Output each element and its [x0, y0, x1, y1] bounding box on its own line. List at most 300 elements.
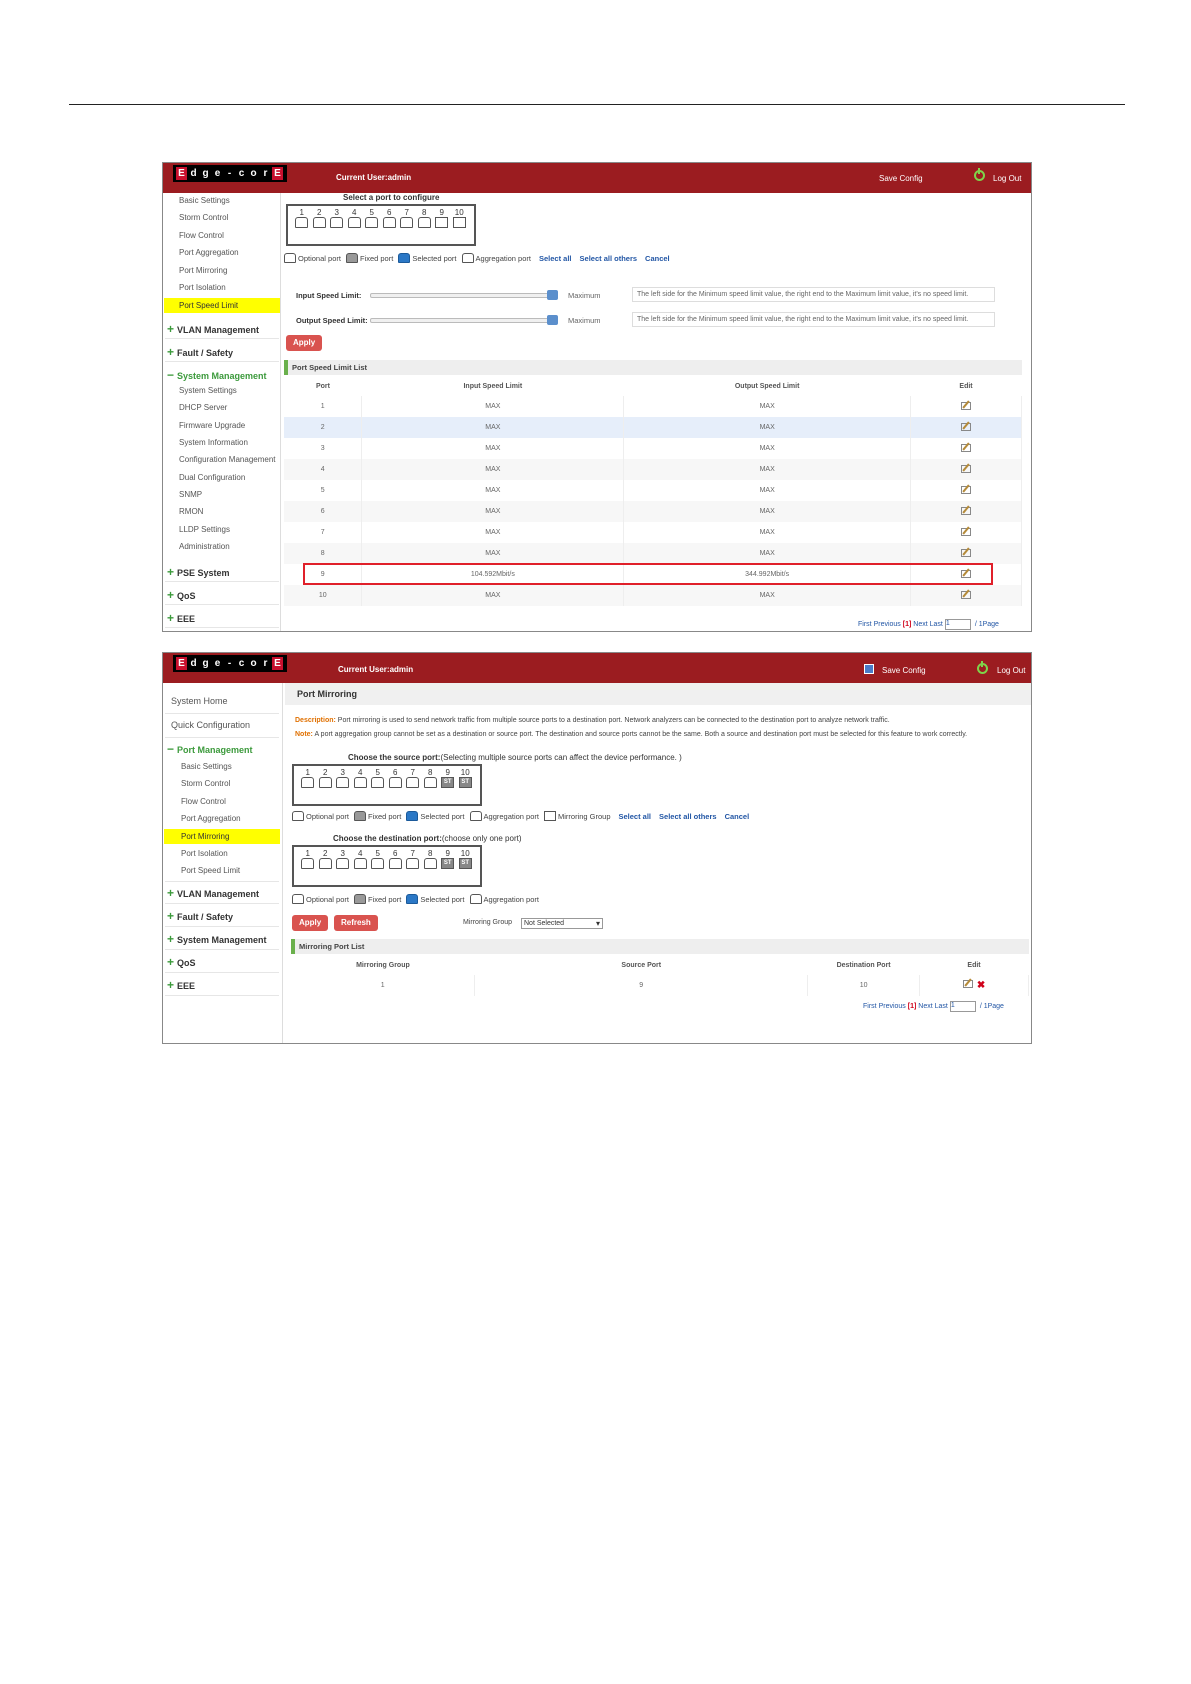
table-cell: MAX — [362, 459, 624, 480]
port-slot[interactable] — [334, 858, 352, 871]
sidebar-group-fault[interactable]: + Fault / Safety — [167, 345, 234, 359]
table-row — [291, 975, 1029, 996]
table-cell: 4 — [284, 459, 362, 480]
sidebar-group-qos[interactable]: + QoS — [167, 588, 196, 602]
port-slot[interactable] — [352, 858, 370, 871]
port-icon[interactable] — [424, 777, 437, 788]
edit-icon[interactable] — [961, 402, 971, 410]
edit-icon[interactable] — [961, 591, 971, 599]
divider — [165, 926, 279, 927]
port-icon[interactable] — [354, 777, 367, 788]
optional-port-icon — [292, 811, 304, 821]
divider — [165, 881, 279, 882]
column-header: Input Speed Limit — [362, 377, 624, 396]
table-cell: MAX — [624, 543, 911, 564]
sidebar-item-port-isolation[interactable]: Port Isolation — [179, 283, 226, 292]
apply-button[interactable]: Apply — [292, 915, 328, 931]
port-icon[interactable] — [389, 858, 402, 869]
sidebar-item-lldp-settings[interactable]: LLDP Settings — [179, 525, 230, 534]
divider — [165, 995, 279, 996]
total-pages: / 1Page — [974, 621, 999, 629]
port-icon[interactable] — [371, 777, 384, 788]
sidebar-group-label: Fault / Safety — [177, 348, 234, 358]
fixed-port-icon — [354, 811, 366, 821]
port-icon[interactable] — [295, 217, 308, 228]
first-page-link[interactable]: First — [858, 621, 872, 629]
sidebar-item-quick-configuration[interactable]: Quick Configuration — [171, 720, 251, 730]
sidebar-group-port-management[interactable]: − Port Management — [167, 742, 253, 756]
column-header: Destination Port — [808, 956, 920, 975]
port-number: 9 — [439, 208, 444, 217]
select-all-link[interactable]: Select all — [538, 253, 572, 263]
sidebar-group-vlan[interactable]: + VLAN Management — [167, 322, 260, 336]
port-slot[interactable] — [433, 217, 451, 230]
port-icon[interactable] — [424, 858, 437, 869]
sidebar-item-storm-control[interactable]: Storm Control — [179, 213, 229, 222]
log-out-link[interactable]: Log Out — [993, 174, 1022, 183]
page-title: Port Mirroring — [285, 683, 1031, 705]
port-number: 9 — [445, 849, 450, 858]
port-number: 3 — [340, 768, 345, 777]
table-cell: MAX — [362, 438, 624, 459]
sidebar-group-label: Port Management — [177, 745, 253, 755]
port-icon[interactable] — [371, 858, 384, 869]
port-slot[interactable] — [311, 217, 329, 230]
port-slot[interactable] — [299, 858, 317, 871]
divider — [165, 604, 279, 605]
table-cell: MAX — [624, 459, 911, 480]
table-row — [284, 501, 1022, 522]
port-number: 7 — [410, 768, 415, 777]
sidebar-item-firmware-upgrade[interactable]: Firmware Upgrade — [179, 421, 246, 430]
port-selector — [286, 204, 476, 246]
sidebar-group-vlan[interactable]: + VLAN Management — [167, 886, 260, 900]
current-page: [1] — [907, 1003, 917, 1011]
edit-cell — [911, 480, 1022, 501]
port-slot[interactable] — [404, 858, 422, 871]
edit-icon[interactable] — [961, 486, 971, 494]
aggregation-port-icon — [462, 253, 474, 263]
table-cell: MAX — [624, 522, 911, 543]
table-cell: MAX — [362, 480, 624, 501]
port-slot[interactable] — [293, 217, 311, 230]
input-speed-slider[interactable] — [370, 293, 554, 298]
destination-port-title: Choose the destination port:(choose only one port) — [333, 834, 522, 843]
port-icon[interactable] — [330, 217, 343, 228]
port-number: 6 — [387, 208, 392, 217]
sidebar — [163, 193, 281, 631]
edit-icon[interactable] — [961, 549, 971, 557]
port-slot[interactable] — [439, 858, 457, 871]
mirroring-port-list-title: Mirroring Port List — [291, 939, 1029, 954]
edit-icon[interactable] — [961, 423, 971, 431]
speed-limit-hint: The left side for the Minimum speed limit value, the right end to the Maximum limit value, it's no speed limit. — [632, 287, 995, 302]
last-page-link[interactable]: Last — [934, 1003, 948, 1011]
last-page-link[interactable]: Last — [929, 621, 943, 629]
sidebar-item-port-speed-limit[interactable]: Port Speed Limit — [164, 298, 280, 313]
port-slot[interactable] — [457, 858, 475, 871]
mirroring-group-select[interactable]: Not Selected ▾ — [521, 918, 603, 929]
source-port-title: Choose the source port:(Selecting multiple source ports can affect the device performance. ) — [348, 753, 682, 762]
page-input[interactable]: 1 — [950, 1001, 976, 1012]
divider — [165, 903, 279, 904]
sidebar-item-port-speed-limit[interactable]: Port Speed Limit — [181, 866, 241, 875]
port-slot[interactable] — [422, 858, 440, 871]
refresh-button[interactable]: Refresh — [334, 915, 378, 931]
port-icon[interactable] — [389, 777, 402, 788]
port-slot[interactable] — [299, 777, 317, 790]
sidebar — [163, 683, 283, 1043]
output-speed-label: Output Speed Limit: — [296, 316, 368, 325]
sidebar-item-snmp[interactable]: SNMP — [179, 490, 203, 499]
table-cell: 10 — [284, 585, 362, 606]
input-speed-slider-handle[interactable] — [547, 290, 558, 300]
table-cell: MAX — [362, 396, 624, 417]
edgecore-logo: E d g e - c o r E — [173, 655, 287, 672]
port-icon[interactable] — [319, 777, 332, 788]
port-number: 10 — [460, 849, 470, 858]
port-slot[interactable] — [457, 777, 475, 790]
select-all-others-link[interactable]: Select all others — [659, 811, 717, 821]
save-config-link[interactable]: Save Config — [882, 666, 926, 675]
sidebar-item-system-settings[interactable]: System Settings — [179, 386, 237, 395]
sidebar-item-port-isolation[interactable]: Port Isolation — [181, 849, 228, 858]
pagination — [863, 1001, 1004, 1012]
sidebar-item-flow-control[interactable]: Flow Control — [179, 231, 224, 240]
description: Description: Port mirroring is used to send network traffic from multiple source ports to a destination port. Network analyzers can be connected to the destination port to analyze network traffic. — [295, 717, 890, 724]
port-icon[interactable] — [301, 777, 314, 788]
column-header: Output Speed Limit — [624, 377, 911, 396]
table-cell: 10 — [808, 975, 920, 996]
output-speed-slider-handle[interactable] — [547, 315, 558, 325]
port-number: 6 — [393, 768, 398, 777]
table-cell: 104.592Mbit/s — [362, 564, 624, 585]
port-icon[interactable]: ST — [459, 777, 472, 788]
table-cell: 344.992Mbit/s — [624, 564, 911, 585]
aggregation-port-icon — [470, 811, 482, 821]
port-slot[interactable] — [387, 777, 405, 790]
port-icon[interactable]: ST — [441, 777, 454, 788]
optional-port-icon — [292, 894, 304, 904]
sidebar-group-label: VLAN Management — [177, 325, 260, 335]
port-number: 5 — [369, 208, 374, 217]
output-speed-slider[interactable] — [370, 318, 554, 323]
port-icon[interactable] — [383, 217, 396, 228]
table-row — [284, 480, 1022, 501]
edit-cell — [911, 522, 1022, 543]
edit-cell — [911, 438, 1022, 459]
sidebar-item-dhcp-server[interactable]: DHCP Server — [179, 403, 228, 412]
source-port-selector — [292, 764, 482, 806]
port-number: 1 — [305, 768, 310, 777]
divider — [165, 713, 279, 714]
cancel-link[interactable]: Cancel — [645, 253, 670, 263]
port-slot[interactable] — [451, 217, 469, 230]
save-config-link[interactable]: Save Config — [879, 174, 923, 183]
edit-icon[interactable] — [961, 444, 971, 452]
port-icon[interactable]: ST — [441, 858, 454, 869]
cancel-link[interactable]: Cancel — [724, 811, 750, 821]
port-speed-limit-screenshot — [162, 162, 1032, 632]
edit-cell — [920, 975, 1029, 996]
next-page-link[interactable]: Next — [918, 1003, 933, 1011]
column-header: Edit — [920, 956, 1029, 975]
table-cell: MAX — [362, 501, 624, 522]
port-number: 2 — [317, 208, 322, 217]
table-row — [284, 543, 1022, 564]
main-content — [283, 193, 1031, 631]
sidebar-item-port-mirroring[interactable]: Port Mirroring — [179, 266, 228, 275]
edgecore-logo: E d g e - c o r E — [173, 165, 287, 182]
destination-port-selector — [292, 845, 482, 887]
table-cell: MAX — [624, 438, 911, 459]
port-number: 8 — [428, 849, 433, 858]
sidebar-group-label: QoS — [177, 958, 196, 968]
sidebar-group-label: QoS — [177, 591, 196, 601]
sidebar-group-label: VLAN Management — [177, 889, 260, 899]
edit-cell — [911, 543, 1022, 564]
edit-cell — [911, 396, 1022, 417]
port-icon[interactable] — [319, 858, 332, 869]
table-cell: 8 — [284, 543, 362, 564]
power-icon[interactable] — [974, 170, 985, 181]
sidebar-group-label: EEE — [177, 614, 196, 624]
log-out-link[interactable]: Log Out — [997, 666, 1026, 675]
port-icon[interactable] — [435, 217, 448, 228]
port-number: 9 — [445, 768, 450, 777]
previous-page-link[interactable]: Previous — [878, 1003, 906, 1011]
source-port-legend: Optional port Fixed port Selected port Aggregation port Mirroring Group Select all Select all others Cancel — [292, 811, 749, 821]
sidebar-group-eee[interactable]: + EEE — [167, 978, 196, 992]
edit-icon[interactable] — [961, 507, 971, 515]
select-all-link[interactable]: Select all — [618, 811, 652, 821]
table-cell: MAX — [624, 480, 911, 501]
divider — [165, 627, 279, 628]
port-slot[interactable] — [381, 217, 399, 230]
select-port-title: Select a port to configure — [343, 193, 440, 202]
table-row — [284, 459, 1022, 480]
port-number: 1 — [299, 208, 304, 217]
table-cell: 5 — [284, 480, 362, 501]
port-number: 5 — [375, 849, 380, 858]
edit-cell — [911, 585, 1022, 606]
sidebar-item-flow-control[interactable]: Flow Control — [181, 797, 226, 806]
speed-limit-hint: The left side for the Minimum speed limit value, the right end to the Maximum limit value, it's no speed limit. — [632, 312, 995, 327]
table-cell: 9 — [284, 564, 362, 585]
edit-icon[interactable] — [963, 980, 973, 988]
table-cell: 3 — [284, 438, 362, 459]
port-icon[interactable] — [453, 217, 466, 228]
port-icon[interactable] — [406, 777, 419, 788]
mirroring-group-icon — [544, 811, 556, 821]
port-slot[interactable] — [328, 217, 346, 230]
port-slot[interactable] — [346, 217, 364, 230]
port-icon[interactable] — [406, 858, 419, 869]
port-icon[interactable] — [336, 858, 349, 869]
table-cell: MAX — [624, 501, 911, 522]
edit-icon[interactable] — [961, 528, 971, 536]
apply-button[interactable]: Apply — [286, 335, 322, 351]
port-number: 4 — [358, 849, 363, 858]
divider — [165, 737, 279, 738]
table-row — [284, 417, 1022, 438]
sidebar-item-port-mirroring[interactable]: Port Mirroring — [164, 829, 280, 844]
port-icon[interactable] — [348, 217, 361, 228]
sidebar-group-pse[interactable]: + PSE System — [167, 565, 230, 579]
sidebar-group-system-management[interactable]: + System Management — [167, 932, 267, 946]
sidebar-item-administration[interactable]: Administration — [179, 542, 230, 551]
select-all-others-link[interactable]: Select all others — [579, 253, 638, 263]
save-disk-icon[interactable] — [864, 664, 874, 674]
maximum-label: Maximum — [568, 291, 601, 300]
divider — [165, 949, 279, 950]
sidebar-group-qos[interactable]: + QoS — [167, 955, 196, 969]
port-number: 7 — [410, 849, 415, 858]
selected-port-icon — [398, 253, 410, 263]
column-header: Port — [284, 377, 362, 396]
table-cell: 1 — [284, 396, 362, 417]
previous-page-link[interactable]: Previous — [873, 621, 901, 629]
table-row — [284, 585, 1022, 606]
table-row — [284, 522, 1022, 543]
maximum-label: Maximum — [568, 316, 601, 325]
top-header — [163, 653, 1031, 683]
divider — [165, 338, 279, 339]
edit-icon[interactable] — [961, 465, 971, 473]
aggregation-port-icon — [470, 894, 482, 904]
port-icon[interactable] — [354, 858, 367, 869]
sidebar-item-system-home[interactable]: System Home — [171, 696, 228, 706]
first-page-link[interactable]: First — [863, 1003, 877, 1011]
page-header-rule — [69, 104, 1125, 105]
port-slot[interactable] — [363, 217, 381, 230]
sidebar-item-system-information[interactable]: System Information — [179, 438, 248, 447]
current-user: Current User:admin — [336, 173, 412, 182]
port-icon[interactable] — [301, 858, 314, 869]
port-icon[interactable] — [400, 217, 413, 228]
port-number: 3 — [334, 208, 339, 217]
port-number: 4 — [358, 768, 363, 777]
sidebar-group-label: EEE — [177, 981, 196, 991]
port-mirroring-screenshot — [162, 652, 1032, 1044]
port-number: 8 — [428, 768, 433, 777]
table-cell: MAX — [624, 396, 911, 417]
port-slot[interactable] — [404, 777, 422, 790]
fixed-port-icon — [346, 253, 358, 263]
table-row — [284, 396, 1022, 417]
sidebar-group-label: Fault / Safety — [177, 912, 234, 922]
mirroring-group-label: Mirroring Group — [463, 919, 513, 926]
sidebar-item-basic-settings[interactable]: Basic Settings — [179, 196, 230, 205]
table-cell: 6 — [284, 501, 362, 522]
destination-port-legend: Optional port Fixed port Selected port Aggregation port — [292, 894, 539, 904]
table-cell: 1 — [291, 975, 475, 996]
optional-port-icon — [284, 253, 296, 263]
port-icon[interactable] — [336, 777, 349, 788]
selected-port-icon — [406, 811, 418, 821]
port-number: 2 — [323, 849, 328, 858]
port-slot[interactable] — [369, 858, 387, 871]
sidebar-group-fault[interactable]: + Fault / Safety — [167, 909, 234, 923]
table-cell: 7 — [284, 522, 362, 543]
sidebar-item-dual-configuration[interactable]: Dual Configuration — [179, 473, 246, 482]
table-row — [284, 438, 1022, 459]
next-page-link[interactable]: Next — [913, 621, 928, 629]
fixed-port-icon — [354, 894, 366, 904]
pagination — [858, 619, 999, 630]
divider — [165, 581, 279, 582]
current-user: Current User:admin — [338, 665, 414, 674]
port-slot[interactable] — [416, 217, 434, 230]
note: Note: A port aggregation group cannot be set as a destination or source port. The destination and source ports cannot be the same. Both a source and destination port must be selected for this feature to work correctly. — [295, 731, 968, 738]
sidebar-group-label: System Management — [177, 935, 267, 945]
sidebar-group-label: System Management — [177, 371, 267, 381]
port-number: 6 — [393, 849, 398, 858]
port-icon[interactable]: ST — [459, 858, 472, 869]
selected-port-icon — [406, 894, 418, 904]
sidebar-item-basic-settings[interactable]: Basic Settings — [181, 762, 232, 771]
port-speed-limit-list-title: Port Speed Limit List — [284, 360, 1022, 375]
port-slot[interactable] — [317, 858, 335, 871]
divider — [165, 972, 279, 973]
total-pages: / 1Page — [979, 1003, 1004, 1011]
sidebar-group-system-management[interactable]: − System Management — [167, 368, 267, 382]
port-number: 7 — [404, 208, 409, 217]
table-cell: MAX — [362, 522, 624, 543]
highlight-row-9 — [303, 563, 993, 585]
edit-cell — [911, 459, 1022, 480]
port-icon[interactable] — [418, 217, 431, 228]
power-icon[interactable] — [977, 663, 988, 674]
main-content — [285, 683, 1031, 1043]
port-number: 10 — [460, 768, 470, 777]
sidebar-group-label: PSE System — [177, 568, 230, 578]
port-slot[interactable] — [439, 777, 457, 790]
port-slot[interactable] — [369, 777, 387, 790]
port-legend: Optional port Fixed port Selected port Aggregation port Select all Select all others Cancel — [284, 253, 670, 263]
port-slot[interactable] — [317, 777, 335, 790]
input-speed-label: Input Speed Limit: — [296, 291, 362, 300]
port-slot[interactable] — [398, 217, 416, 230]
port-slot[interactable] — [422, 777, 440, 790]
port-slot[interactable] — [334, 777, 352, 790]
sidebar-item-port-aggregation[interactable]: Port Aggregation — [181, 814, 241, 823]
table-cell: MAX — [362, 417, 624, 438]
table-cell: MAX — [362, 585, 624, 606]
port-icon[interactable] — [313, 217, 326, 228]
sidebar-item-configuration-management[interactable]: Configuration Management — [179, 455, 276, 464]
sidebar-item-rmon[interactable]: RMON — [179, 507, 204, 516]
edit-cell — [911, 417, 1022, 438]
port-number: 2 — [323, 768, 328, 777]
column-header: Source Port — [475, 956, 808, 975]
table-cell: MAX — [624, 585, 911, 606]
port-slot[interactable] — [387, 858, 405, 871]
sidebar-group-eee[interactable]: + EEE — [167, 611, 196, 625]
port-icon[interactable] — [365, 217, 378, 228]
page-input[interactable]: 1 — [945, 619, 971, 630]
sidebar-item-storm-control[interactable]: Storm Control — [181, 779, 231, 788]
port-number: 8 — [422, 208, 427, 217]
table-cell: MAX — [362, 543, 624, 564]
delete-icon[interactable]: ✖ — [976, 980, 986, 991]
port-number: 3 — [340, 849, 345, 858]
port-slot[interactable] — [352, 777, 370, 790]
table-cell: 9 — [475, 975, 808, 996]
table-cell: MAX — [624, 417, 911, 438]
port-number: 10 — [454, 208, 464, 217]
sidebar-item-port-aggregation[interactable]: Port Aggregation — [179, 248, 239, 257]
